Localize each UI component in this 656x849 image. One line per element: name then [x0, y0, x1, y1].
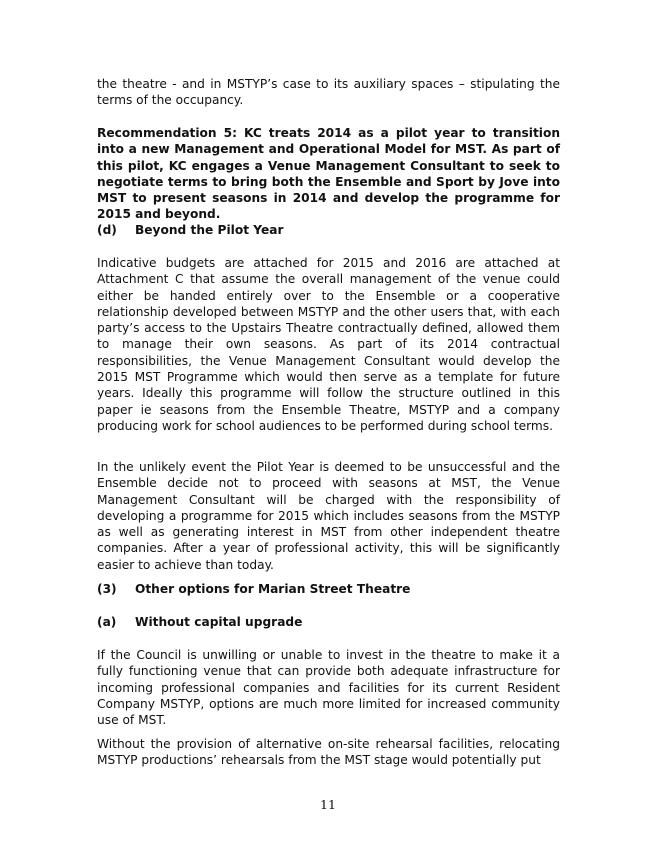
heading-number: (a): [97, 615, 117, 629]
page-number: 11: [320, 797, 336, 812]
paragraph-indicative-budgets: [97, 255, 560, 434]
heading-number: (3): [97, 582, 117, 596]
paragraph-text: Without the provision of alternative on-site rehearsal facilities, relocating MSTYP productions’ rehearsals from the MST stage would potentially put: [97, 737, 560, 768]
paragraph-occupancy: [97, 76, 560, 109]
heading-other-options: [97, 581, 410, 597]
paragraph-council-unwilling: [97, 647, 560, 728]
paragraph-text: Indicative budgets are attached for 2015 and 2016 are attached at Attachment C that assume the overall management of the venue could either be handed entirely over to the Ensemble or a cooperative relationship developed between MSTYP and the other users that, with each party’s access to the Upstairs Theatre contractually defined, allowed them to manage their own seasons. As part of its 2014 contractual responsibilities, the Venue Management Consultant would develop the 2015 MST Programme which would then serve as a template for future years. Ideally this programme will follow the structure outlined in this paper ie seasons from the Ensemble Theatre, MSTYP and a company producing work for school audiences to be performed during school terms.: [97, 256, 560, 433]
recommendation-5: [97, 125, 560, 223]
paragraph-rehearsal-facilities: [97, 736, 560, 769]
heading-title: Without capital upgrade: [135, 615, 303, 629]
heading-without-capital-upgrade: [97, 614, 302, 630]
paragraph-text: In the unlikely event the Pilot Year is deemed to be unsuccessful and the Ensemble decide not to proceed with seasons at MST, the Venue Management Consultant will be charged with the responsibility of developing a programme for 2015 which includes seasons from the MSTYP as well as generating interest in MST from other independent theatre companies. After a year of professional activity, this will be significantly easier to achieve than today.: [97, 460, 560, 572]
paragraph-unlikely-event: [97, 459, 560, 573]
heading-beyond-pilot-year: [97, 222, 283, 238]
paragraph-text: If the Council is unwilling or unable to invest in the theatre to make it a fully functioning venue that can provide both adequate infrastructure for incoming professional companies and facilities for its current Resident Company MSTYP, options are much more limited for increased community use of MST.: [97, 648, 560, 728]
heading-title: Other options for Marian Street Theatre: [135, 582, 411, 596]
paragraph-text: the theatre - and in MSTYP’s case to its auxiliary spaces – stipulating the terms of the occupancy.: [97, 77, 560, 108]
heading-number: (d): [97, 223, 117, 237]
heading-title: Beyond the Pilot Year: [135, 223, 284, 237]
recommendation-text: Recommendation 5: KC treats 2014 as a pilot year to transition into a new Management and Operational Model for MST. As part of this pilot, KC engages a Venue Management Consultant to seek to negotiate terms to bring both the Ensemble and Sport by Jove into MST to present seasons in 2014 and develop the programme for 2015 and beyond.: [97, 126, 560, 222]
